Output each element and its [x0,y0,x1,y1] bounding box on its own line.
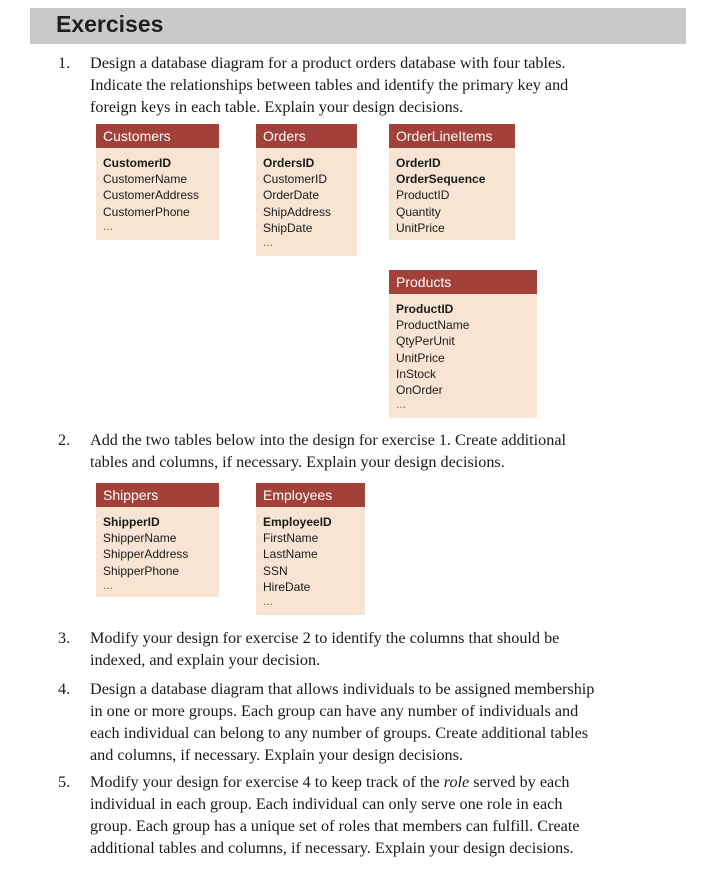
more-columns: ... [263,594,274,609]
table-columns [256,148,357,255]
table-columns [389,294,537,417]
more-columns: ... [263,235,274,250]
primary-key-column: OrdersID [263,156,315,170]
table-column: CustomerAddress [103,188,200,203]
table-title: Orders [256,124,357,148]
more-columns: ... [103,218,114,233]
more-columns: ... [103,577,114,592]
exercise-text: Design a database diagram that allows individuals to be assigned membership in one or more groups. Each group can have any number of individuals and each individual can belong to any number of groups. Create additional tables and columns, if necessary. Explain your design decisions. [90,680,595,764]
primary-key-column: CustomerID [103,156,172,170]
table-column: CustomerID [263,172,328,187]
orders-table [256,124,357,256]
exercise-text: Modify your design for exercise 2 to identify the columns that should be indexed, and explain your decision. [90,629,560,669]
table-column: UnitPrice [396,220,445,235]
table-column: ShipDate [263,220,313,235]
table-columns [389,148,515,242]
table-column: OrderDate [263,188,320,203]
exercise-text: Modify your design for exercise 4 to keep track of the role served by each individual in each group. Each individual can only serve one role in each group. Each group has a unique set of roles that members can fulfill. Create additional tables and columns, if necessary. Explain your design decisions. [90,771,690,859]
table-column: ShipperPhone [103,563,180,578]
table-title: Shippers [96,483,219,507]
employees-table [256,483,365,615]
exercise-number: 1. [58,54,71,72]
table-column: UnitPrice [396,350,445,365]
table-column: ProductName [396,318,470,333]
exercise-number: 2. [58,431,71,449]
table-column: InStock [396,366,437,381]
table-columns [96,507,219,598]
table-column: HireDate [263,579,311,594]
more-columns: ... [396,397,407,412]
primary-key-column: OrderSequence [396,172,486,187]
exercise-number: 3. [58,629,71,647]
exercise-number: 5. [58,773,71,791]
exercise-text: Add the two tables below into the design for exercise 1. Create additional tables and columns, if necessary. Explain your design decisions. [90,431,567,471]
table-column: ShipAddress [263,204,332,219]
table-column: FirstName [263,531,319,546]
emphasized-word: role [443,773,470,791]
table-column: ProductID [396,188,450,203]
table-column: Quantity [396,204,441,219]
table-title: OrderLineItems [389,124,515,148]
table-column: OnOrder [396,383,443,398]
exercise-number: 4. [58,680,71,698]
customers-table [96,124,219,240]
table-column: ShipperAddress [103,547,189,562]
table-title: Employees [256,483,365,507]
section-header-bar [30,8,686,44]
primary-key-column: ProductID [396,302,454,316]
table-columns [96,148,219,239]
products-table [389,270,537,418]
exercise-first-line: Modify your design for exercise 4 to keep track of the role served by each [90,773,570,791]
table-column: SSN [263,563,288,578]
primary-key-column: EmployeeID [263,515,332,529]
orderlineitems-table [389,124,515,240]
table-column: CustomerName [103,172,188,187]
table-column: CustomerPhone [103,204,190,219]
section-title: Exercises [56,11,164,37]
shippers-table [96,483,219,597]
table-column: LastName [263,547,318,562]
table-title: Customers [96,124,219,148]
primary-key-column: OrderID [396,156,441,170]
primary-key-column: ShipperID [103,515,160,529]
table-title: Products [389,270,537,294]
table-column: QtyPerUnit [396,334,455,349]
table-columns [256,507,365,614]
exercise-text: Design a database diagram for a product orders database with four tables. Indicate the relationships between tables and identify the primary key and foreign keys in each table. Explain your design decisions. [90,54,569,116]
table-column: ShipperName [103,531,177,546]
